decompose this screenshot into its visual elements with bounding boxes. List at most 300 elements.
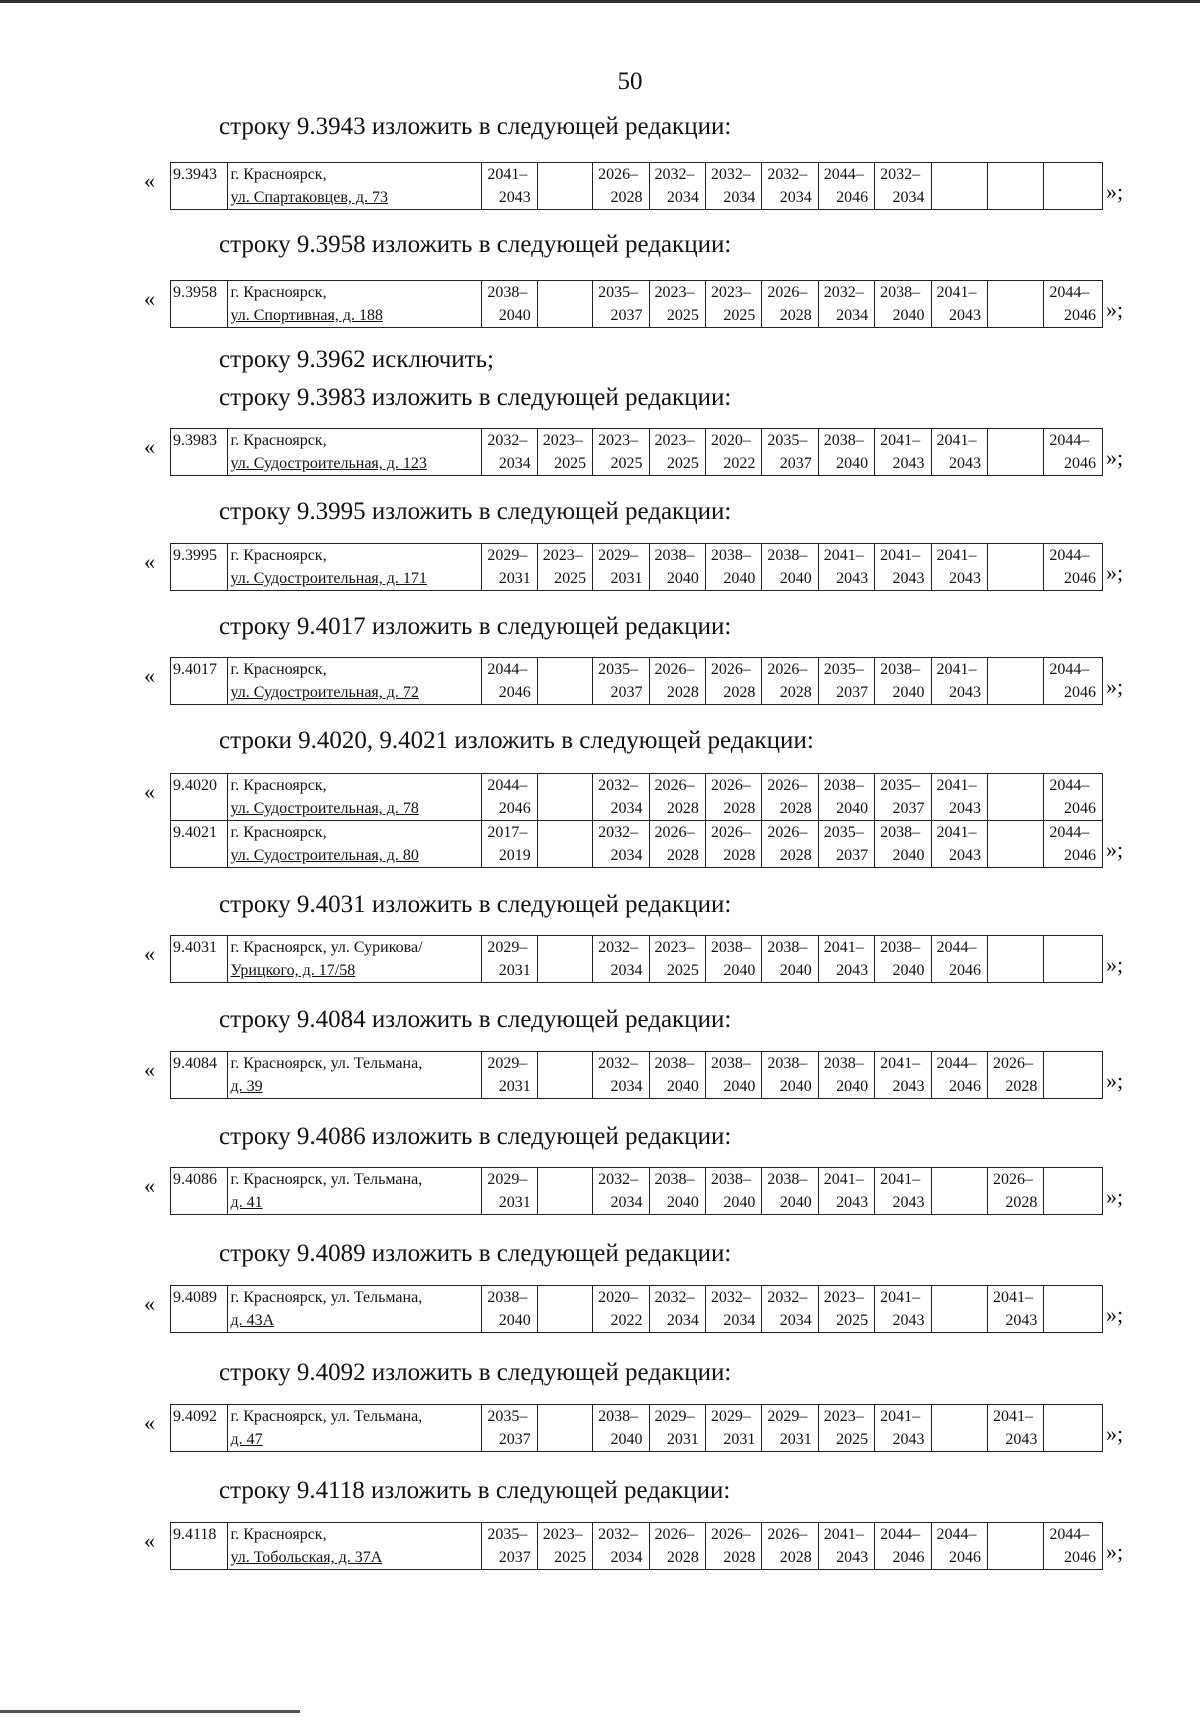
year-end: 2040 (836, 1078, 869, 1095)
year-end: 2043 (836, 962, 869, 979)
year-end: 2043 (948, 800, 981, 817)
year-start: 2035– (598, 661, 639, 678)
open-quote: « (144, 286, 155, 311)
year-range-cell (649, 1168, 705, 1215)
table-row (171, 1168, 1103, 1215)
table-row (171, 429, 1103, 476)
year-end: 2034 (723, 189, 756, 206)
year-start: 2023– (542, 547, 583, 564)
year-end: 2046 (892, 1549, 925, 1566)
year-range-cell (987, 1168, 1043, 1215)
data-table (170, 428, 1103, 476)
year-start: 2035– (823, 661, 864, 678)
year-range-cell (482, 1523, 537, 1570)
year-range-cell (649, 936, 705, 983)
row-number: 9.4086 (171, 1168, 228, 1215)
year-start: 2041– (936, 777, 977, 794)
year-range-cell (931, 1286, 987, 1333)
year-end (540, 1075, 592, 1098)
data-table (170, 935, 1103, 983)
year-end (934, 1191, 987, 1214)
year-start: 2032– (710, 1289, 751, 1306)
year-range-cell (875, 821, 931, 868)
year-start: 2032– (823, 284, 864, 301)
year-end: 2040 (836, 800, 869, 817)
year-start (540, 281, 592, 304)
year-start: 2032– (767, 1289, 808, 1306)
year-start: 2038– (767, 1171, 808, 1188)
year-start: 2026– (654, 777, 695, 794)
year-start (1046, 1168, 1102, 1191)
year-start: 2026– (654, 824, 695, 841)
year-start: 2026– (767, 824, 808, 841)
year-start: 2029– (487, 1171, 528, 1188)
year-start: 2044– (1049, 1526, 1090, 1543)
year-start (990, 774, 1043, 797)
year-end: 2040 (779, 1078, 812, 1095)
year-start: 2041– (936, 432, 977, 449)
year-end: 2040 (723, 570, 756, 587)
year-end: 2034 (610, 962, 643, 979)
year-end (1046, 186, 1102, 209)
year-end: 2040 (610, 1431, 643, 1448)
data-table (170, 1051, 1103, 1099)
year-start (540, 658, 592, 681)
address-line-2: ул. Судостроительная, д. 171 (230, 570, 427, 587)
year-end (540, 797, 592, 820)
year-end (990, 186, 1043, 209)
year-range-cell (931, 1168, 987, 1215)
open-quote: « (144, 168, 155, 193)
address-line-2: Урицкого, д. 17/58 (230, 962, 356, 979)
year-end: 2028 (666, 684, 699, 701)
year-end: 2043 (948, 684, 981, 701)
year-range-cell (987, 936, 1043, 983)
address-line-1: г. Красноярск, (230, 824, 327, 841)
year-end: 2028 (1005, 1194, 1038, 1211)
year-end: 2043 (836, 1194, 869, 1211)
year-range-cell (482, 1052, 537, 1099)
year-end: 2028 (779, 307, 812, 324)
year-end: 2025 (666, 455, 699, 472)
year-start: 2038– (710, 547, 751, 564)
address-cell (228, 281, 482, 328)
year-range-cell (987, 1405, 1043, 1452)
year-range-cell (931, 163, 987, 210)
year-end: 2043 (892, 1078, 925, 1095)
year-start: 2038– (767, 547, 808, 564)
year-end: 2043 (836, 570, 869, 587)
year-range-cell (593, 774, 649, 821)
year-range-cell (1044, 429, 1103, 476)
year-start: 2041– (992, 1408, 1033, 1425)
year-start: 2038– (598, 1408, 639, 1425)
year-range-cell (931, 1405, 987, 1452)
year-end: 2040 (666, 570, 699, 587)
year-range-cell (593, 1168, 649, 1215)
year-start: 2041– (936, 547, 977, 564)
year-range-cell (875, 163, 931, 210)
data-table (170, 162, 1103, 210)
year-start: 2044– (823, 166, 864, 183)
year-start: 2023– (823, 1289, 864, 1306)
year-end (990, 681, 1043, 704)
address-line-1: г. Красноярск, (230, 284, 327, 301)
year-end: 2043 (892, 1431, 925, 1448)
year-start: 2032– (598, 939, 639, 956)
year-range-cell (537, 1286, 592, 1333)
year-range-cell (482, 1168, 537, 1215)
year-end: 2028 (723, 800, 756, 817)
address-line-2: д. 41 (230, 1194, 263, 1211)
year-end: 2046 (948, 1549, 981, 1566)
year-end (540, 1428, 592, 1451)
year-start (540, 1405, 592, 1428)
year-start: 2041– (992, 1289, 1033, 1306)
year-start: 2041– (823, 547, 864, 564)
year-range-cell (705, 1523, 761, 1570)
year-start: 2041– (823, 1171, 864, 1188)
year-range-cell (649, 821, 705, 868)
open-quote: « (144, 1057, 155, 1082)
year-end: 2031 (498, 570, 531, 587)
year-start (990, 544, 1043, 567)
table-row (171, 1286, 1103, 1333)
year-range-cell (762, 544, 818, 591)
year-range-cell (762, 429, 818, 476)
year-range-cell (818, 544, 874, 591)
year-range-cell (537, 658, 592, 705)
row-number: 9.3943 (171, 163, 228, 210)
address-cell (228, 1405, 482, 1452)
year-range-cell (705, 774, 761, 821)
year-end: 2031 (498, 1078, 531, 1095)
year-range-cell (762, 1168, 818, 1215)
amendment-instruction: строку 9.4089 изложить в следующей редакции: (219, 1240, 732, 1267)
address-line-1: г. Красноярск, (230, 432, 327, 449)
year-range-cell (482, 281, 537, 328)
year-range-cell (931, 1052, 987, 1099)
year-range-cell (931, 774, 987, 821)
year-end: 2034 (779, 1312, 812, 1329)
year-range-cell (931, 429, 987, 476)
year-end: 2037 (779, 455, 812, 472)
year-start: 2038– (710, 1171, 751, 1188)
year-range-cell (537, 821, 592, 868)
year-range-cell (987, 163, 1043, 210)
year-start: 2038– (767, 1055, 808, 1072)
year-end (540, 1309, 592, 1332)
year-start: 2017– (487, 824, 528, 841)
year-range-cell (762, 163, 818, 210)
year-range-cell (537, 774, 592, 821)
year-start: 2038– (767, 939, 808, 956)
year-end: 2040 (666, 1194, 699, 1211)
year-end: 2025 (836, 1431, 869, 1448)
year-start: 2038– (487, 1289, 528, 1306)
close-quote: »; (1106, 179, 1124, 204)
year-range-cell (818, 936, 874, 983)
row-number: 9.4020 (171, 774, 228, 821)
address-cell (228, 658, 482, 705)
year-end: 2028 (723, 847, 756, 864)
year-start (540, 936, 592, 959)
year-range-cell (649, 281, 705, 328)
year-end: 2046 (1064, 1549, 1096, 1566)
amendment-instruction: строки 9.4020, 9.4021 изложить в следующей редакции: (219, 727, 814, 754)
year-start (990, 936, 1043, 959)
year-end: 2025 (554, 570, 587, 587)
address-line-1: г. Красноярск, ул. Тельмана, (230, 1055, 423, 1072)
year-start (990, 1523, 1043, 1546)
year-end (1046, 959, 1102, 982)
year-range-cell (1044, 821, 1103, 868)
year-range-cell (1044, 1052, 1103, 1099)
year-end: 2028 (779, 684, 812, 701)
year-end: 2034 (498, 455, 531, 472)
year-end: 2025 (554, 1549, 587, 1566)
year-end: 2022 (723, 455, 756, 472)
year-end: 2046 (498, 684, 531, 701)
year-range-cell (649, 1286, 705, 1333)
year-range-cell (875, 544, 931, 591)
year-start (540, 1168, 592, 1191)
year-start: 2023– (654, 284, 695, 301)
address-line-2: д. 39 (230, 1078, 263, 1095)
year-range-cell (482, 821, 537, 868)
year-range-cell (1044, 281, 1103, 328)
close-quote: »; (1106, 1302, 1124, 1327)
year-range-cell (1044, 1168, 1103, 1215)
year-end: 2040 (892, 847, 925, 864)
year-start: 2032– (654, 1289, 695, 1306)
address-cell (228, 774, 482, 821)
row-number: 9.3995 (171, 544, 228, 591)
open-quote: « (144, 1291, 155, 1316)
year-start (540, 774, 592, 797)
row-number: 9.4089 (171, 1286, 228, 1333)
year-start: 2041– (880, 1055, 921, 1072)
year-range-cell (818, 774, 874, 821)
year-start: 2044– (1049, 824, 1090, 841)
year-range-cell (987, 544, 1043, 591)
year-range-cell (593, 544, 649, 591)
year-start: 2044– (1049, 777, 1090, 794)
year-range-cell (931, 936, 987, 983)
year-range-cell (1044, 163, 1103, 210)
year-end (1046, 1309, 1102, 1332)
year-start: 2035– (823, 824, 864, 841)
year-start: 2041– (487, 166, 528, 183)
year-range-cell (818, 163, 874, 210)
year-end (540, 304, 592, 327)
address-line-2: ул. Спартаковцев, д. 73 (230, 189, 389, 206)
data-table (170, 1404, 1103, 1452)
year-start (1046, 936, 1102, 959)
year-range-cell (818, 281, 874, 328)
year-range-cell (593, 1523, 649, 1570)
year-range-cell (818, 1523, 874, 1570)
year-end: 2034 (892, 189, 925, 206)
year-start (1046, 1405, 1102, 1428)
year-end: 2028 (1005, 1078, 1038, 1095)
address-line-2: ул. Спортивная, д. 188 (230, 307, 384, 324)
address-cell (228, 1168, 482, 1215)
year-start (990, 163, 1043, 186)
address-cell (228, 163, 482, 210)
year-end (1046, 1075, 1102, 1098)
year-end: 2025 (554, 455, 587, 472)
year-range-cell (1044, 1286, 1103, 1333)
year-end: 2028 (666, 800, 699, 817)
year-start: 2038– (823, 777, 864, 794)
year-end: 2034 (666, 1312, 699, 1329)
year-end (934, 186, 987, 209)
year-end (990, 567, 1043, 590)
year-start: 2038– (823, 432, 864, 449)
year-range-cell (593, 821, 649, 868)
data-table (170, 543, 1103, 591)
year-start: 2029– (487, 1055, 528, 1072)
year-end: 2031 (779, 1431, 812, 1448)
year-start: 2020– (710, 432, 751, 449)
year-range-cell (762, 1052, 818, 1099)
year-end (990, 844, 1043, 867)
year-start: 2023– (710, 284, 751, 301)
year-end (934, 1309, 987, 1332)
close-quote: »; (1106, 952, 1124, 977)
data-table (170, 1285, 1103, 1333)
year-end: 2028 (779, 800, 812, 817)
year-start: 2038– (487, 284, 528, 301)
year-range-cell (537, 429, 592, 476)
year-start: 2032– (767, 166, 808, 183)
year-range-cell (987, 1286, 1043, 1333)
year-start: 2032– (710, 166, 751, 183)
amendment-instruction: строку 9.4084 изложить в следующей редакции: (219, 1006, 732, 1033)
year-range-cell (705, 1168, 761, 1215)
close-quote: »; (1106, 1539, 1124, 1564)
year-start: 2041– (880, 432, 921, 449)
year-start: 2035– (598, 284, 639, 301)
year-end: 2034 (610, 800, 643, 817)
year-start: 2023– (542, 1526, 583, 1543)
table-row (171, 774, 1103, 821)
year-start: 2044– (936, 939, 977, 956)
year-range-cell (987, 281, 1043, 328)
year-start: 2041– (880, 1408, 921, 1425)
year-start: 2032– (598, 777, 639, 794)
amendment-instruction: строку 9.4017 изложить в следующей редакции: (219, 613, 732, 640)
year-start: 2038– (823, 1055, 864, 1072)
year-start: 2044– (487, 661, 528, 678)
year-end: 2028 (666, 847, 699, 864)
open-quote: « (144, 549, 155, 574)
year-range-cell (931, 821, 987, 868)
year-range-cell (537, 544, 592, 591)
address-line-1: г. Красноярск, ул. Тельмана, (230, 1171, 423, 1188)
year-range-cell (762, 1405, 818, 1452)
year-start: 2044– (1049, 432, 1090, 449)
year-range-cell (482, 544, 537, 591)
amendment-instruction: строку 9.3995 изложить в следующей редакции: (219, 498, 732, 525)
year-start: 2041– (880, 1171, 921, 1188)
year-start: 2026– (992, 1055, 1033, 1072)
year-start: 2032– (598, 824, 639, 841)
year-start: 2035– (487, 1408, 528, 1425)
year-start: 2026– (767, 1526, 808, 1543)
row-number: 9.4021 (171, 821, 228, 868)
year-range-cell (1044, 1405, 1103, 1452)
year-range-cell (1044, 1523, 1103, 1570)
year-start: 2044– (880, 1526, 921, 1543)
row-number: 9.4017 (171, 658, 228, 705)
address-cell (228, 936, 482, 983)
address-line-1: г. Красноярск, (230, 547, 327, 564)
year-range-cell (593, 429, 649, 476)
year-range-cell (818, 429, 874, 476)
year-end: 2031 (610, 570, 643, 587)
amendment-instruction: строку 9.3943 изложить в следующей редакции: (219, 113, 732, 140)
year-range-cell (705, 658, 761, 705)
open-quote: « (144, 1528, 155, 1553)
year-range-cell (649, 1523, 705, 1570)
year-range-cell (649, 1405, 705, 1452)
year-start: 2032– (598, 1171, 639, 1188)
row-number: 9.3983 (171, 429, 228, 476)
year-start: 2044– (936, 1055, 977, 1072)
year-end (990, 1546, 1043, 1569)
open-quote: « (144, 434, 155, 459)
year-start (540, 1286, 592, 1309)
address-cell (228, 1052, 482, 1099)
year-range-cell (593, 936, 649, 983)
year-end: 2043 (892, 455, 925, 472)
year-end: 2043 (1005, 1431, 1038, 1448)
open-quote: « (144, 779, 155, 804)
year-range-cell (875, 429, 931, 476)
year-range-cell (705, 281, 761, 328)
year-start: 2026– (767, 777, 808, 794)
address-cell (228, 429, 482, 476)
year-start (990, 281, 1043, 304)
year-start: 2026– (710, 661, 751, 678)
year-end: 2043 (948, 307, 981, 324)
year-range-cell (537, 936, 592, 983)
address-line-2: ул. Тобольская, д. 37А (230, 1549, 383, 1566)
year-start (934, 1286, 987, 1309)
close-quote: »; (1106, 1068, 1124, 1093)
year-range-cell (762, 658, 818, 705)
year-end: 2040 (779, 962, 812, 979)
year-end: 2031 (498, 962, 531, 979)
year-end: 2040 (892, 962, 925, 979)
year-start: 2038– (880, 661, 921, 678)
year-range-cell (875, 774, 931, 821)
year-start (1046, 1052, 1102, 1075)
row-number: 9.3958 (171, 281, 228, 328)
year-range-cell (649, 163, 705, 210)
page-number: 50 (617, 68, 643, 95)
year-start: 2038– (880, 939, 921, 956)
year-range-cell (931, 658, 987, 705)
year-start: 2026– (654, 1526, 695, 1543)
year-start: 2032– (598, 1055, 639, 1072)
open-quote: « (144, 941, 155, 966)
address-line-1: г. Красноярск, (230, 661, 327, 678)
year-end: 2037 (892, 800, 925, 817)
year-start (990, 429, 1043, 452)
